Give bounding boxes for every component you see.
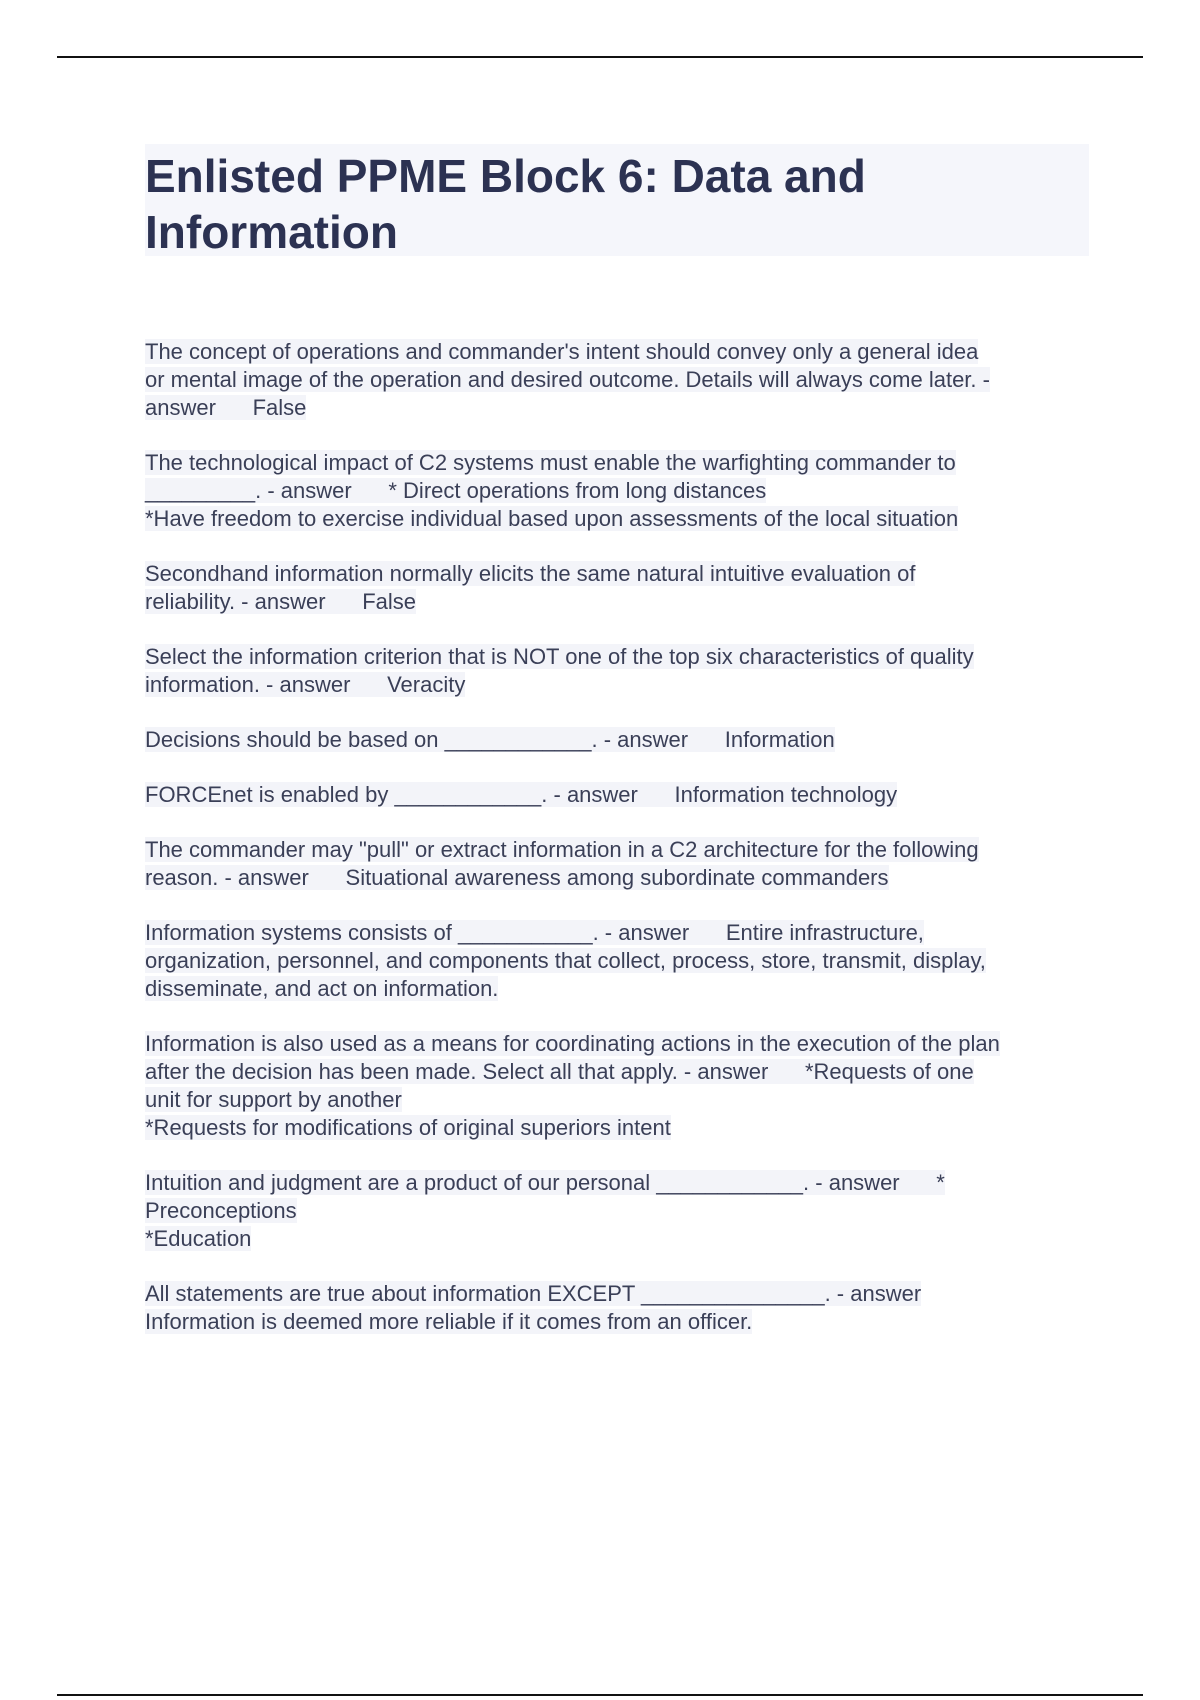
qa-item <box>145 781 1095 809</box>
qa-answer-line: unit for support by another <box>145 1087 402 1112</box>
qa-item <box>145 1280 1095 1336</box>
qa-line: The concept of operations and commander's intent should convey only a general idea <box>145 339 979 364</box>
qa-answer-line: *Have freedom to exercise individual based upon assessments of the local situation <box>145 506 959 531</box>
qa-line: or mental image of the operation and desired outcome. Details will always come later. - <box>145 367 990 392</box>
qa-item <box>145 836 1095 892</box>
qa-answer-line: Information is deemed more reliable if it comes from an officer. <box>145 1309 753 1334</box>
qa-item <box>145 1030 1095 1142</box>
bottom-rule <box>57 1694 1143 1696</box>
qa-item <box>145 726 1095 754</box>
qa-answer-line: Information systems consists of ___________. - answer Entire infrastructure, <box>145 920 924 945</box>
qa-answer-line: reason. - answer Situational awareness among subordinate commanders <box>145 865 889 890</box>
qa-item <box>145 338 1095 422</box>
qa-line: The technological impact of C2 systems must enable the warfighting commander to <box>145 450 956 475</box>
qa-answer-line: organization, personnel, and components that collect, process, store, transmit, display, <box>145 948 986 973</box>
qa-item <box>145 560 1095 616</box>
qa-answer-line: Preconceptions <box>145 1198 297 1223</box>
qa-list <box>145 338 1095 1363</box>
qa-answer-line: _________. - answer * Direct operations from long distances <box>145 478 767 503</box>
qa-answer-line: Intuition and judgment are a product of our personal ____________. - answer * <box>145 1170 945 1195</box>
qa-line: All statements are true about information EXCEPT _______________. - answer <box>145 1281 922 1306</box>
qa-answer-line: information. - answer Veracity <box>145 672 466 697</box>
qa-item <box>145 919 1095 1003</box>
qa-answer-line: Decisions should be based on ____________. - answer Information <box>145 727 835 752</box>
document-title: Enlisted PPME Block 6: Data and Information <box>145 150 866 258</box>
top-rule <box>57 56 1143 58</box>
qa-answer-line: *Education <box>145 1226 252 1251</box>
qa-answer-line: disseminate, and act on information. <box>145 976 499 1001</box>
title-block <box>145 144 1089 256</box>
qa-item <box>145 643 1095 699</box>
qa-answer-line: after the decision has been made. Select all that apply. - answer *Requests of one <box>145 1059 974 1084</box>
qa-item <box>145 449 1095 533</box>
qa-line: Secondhand information normally elicits the same natural intuitive evaluation of <box>145 561 916 586</box>
qa-answer-line: *Requests for modifications of original superiors intent <box>145 1115 671 1140</box>
qa-answer-line: FORCEnet is enabled by ____________. - answer Information technology <box>145 782 898 807</box>
qa-line: Information is also used as a means for coordinating actions in the execution of the plan <box>145 1031 1000 1056</box>
qa-item <box>145 1169 1095 1253</box>
qa-line: The commander may "pull" or extract information in a C2 architecture for the following <box>145 837 979 862</box>
qa-line: Select the information criterion that is NOT one of the top six characteristics of quality <box>145 644 974 669</box>
qa-answer-line: answer False <box>145 395 307 420</box>
qa-answer-line: reliability. - answer False <box>145 589 417 614</box>
